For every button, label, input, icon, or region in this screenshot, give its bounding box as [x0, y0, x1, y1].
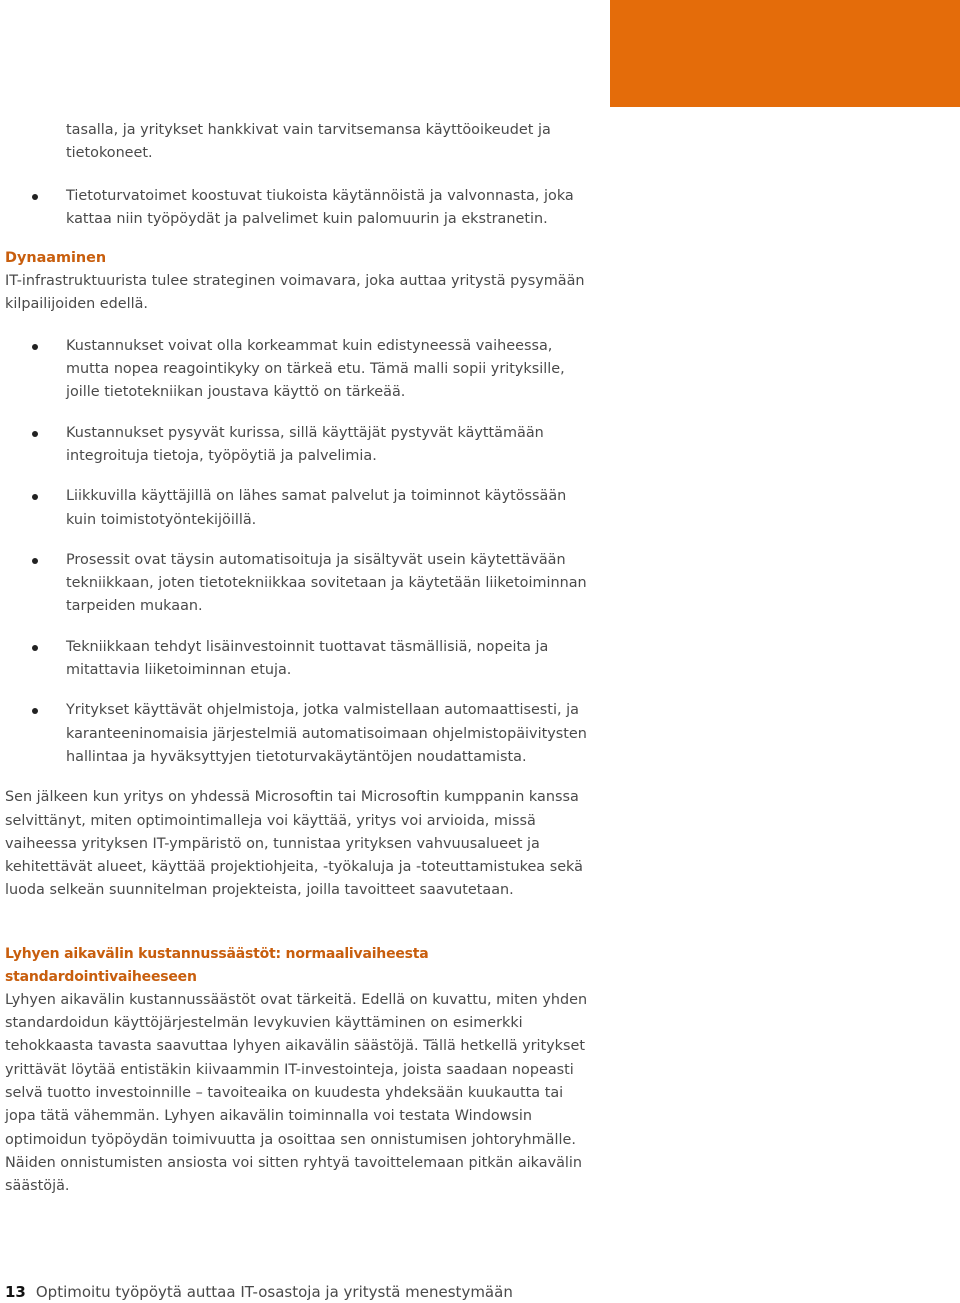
- bullet-text: Kustannukset pysyvät kurissa, sillä käyttäjät pystyvät käyttämään integroituja tietoja, työpöytiä ja palvelimia.: [66, 424, 544, 464]
- bullet-text: Tekniikkaan tehdyt lisäinvestoinnit tuottavat täsmällisiä, nopeita ja mitattavia liiketoiminnan etuja.: [66, 638, 549, 679]
- bullet-text: Liikkuvilla käyttäjillä on lähes samat palvelut ja toiminnot käytössään kuin toimistotyöntekijöillä.: [66, 488, 567, 528]
- orange-accent-bar: [610, 0, 960, 107]
- section-heading-short-term: Lyhyen aikavälin kustannussäästöt: normaalivaiheesta standardointivaiheeseen: [5, 945, 429, 985]
- bullet-icon: [32, 431, 38, 437]
- bullet-text: Kustannukset voivat olla korkeammat kuin edistyneessä vaiheessa, mutta nopea reagointikyky on tärkeä etu. Tämä malli sopii yrityksille, joille tietotekniikan joustava käyttö on tärkeää.: [66, 337, 565, 401]
- bullet-icon: [32, 194, 38, 200]
- section-intro: IT-infrastruktuurista tulee strateginen voimavara, joka auttaa yritystä pysymään kilpailijoiden edellä.: [5, 273, 585, 313]
- bullet-icon: [32, 645, 38, 651]
- bullet-item: [5, 485, 595, 532]
- bullet-item: [5, 335, 595, 405]
- continued-bullet-text: tasalla, ja yritykset hankkivat vain tarvitsemansa käyttöoikeudet ja tietokoneet.: [66, 122, 551, 162]
- section-body: Lyhyen aikavälin kustannussäästöt ovat tärkeitä. Edellä on kuvattu, miten yhden standardoidun käyttöjärjestelmän levykuvien käyttäminen on esimerkki tehokkaasta tavasta saavuttaa lyhyen aikavälin säästöjä. Tällä hetkellä yritykset yrittävät löytää entistäkin kiivaammin IT-investointeja, joista saadaan nopeasti selvä tuotto investoinnille – tavoiteaika on kuudesta yhdeksään kuukautta tai jopa tätä vähemmän. Lyhyen aikavälin toiminnalla voi testata Windowsin optimoidun työpöydän toimivuutta ja osoittaa sen onnistumisen johtoryhmälle. Näiden onnistumisten ansiosta voi sitten ryhtyä tavoittelemaan pitkän aikavälin säästöjä.: [5, 991, 588, 1195]
- page-number: 13: [5, 1283, 26, 1301]
- bullet-icon: [32, 494, 38, 500]
- page-content: [5, 119, 595, 1198]
- bullet-icon: [32, 344, 38, 350]
- bullet-item: [5, 422, 595, 469]
- bullet-icon: [32, 558, 38, 564]
- bullet-item: [5, 549, 595, 619]
- bullet-text: Yritykset käyttävät ohjelmistoja, jotka valmistellaan automaattisesti, ja karanteeninomaisia järjestelmiä automatisoimaan ohjelmistopäivitysten hallintaa ja hyväksyttyjen tietoturvakäytäntöjen noudattamista.: [66, 702, 587, 765]
- summary-paragraph: Sen jälkeen kun yritys on yhdessä Microsoftin tai Microsoftin kumppanin kanssa selvittänyt, miten optimointimalleja voi käyttää, yritys voi arvioida, missä vaiheessa yrityksen IT-ympäristö on, tunnistaa yrityksen vahvuusalueet ja kehitettävät alueet, käyttää projektiohjeita, -työkaluja ja -toteuttamistukea sekä luoda selkeän suunnitelman projekteista, joilla tavoitteet saavutetaan.: [5, 789, 583, 899]
- bullet-item: [5, 185, 595, 232]
- page-footer: [5, 1281, 513, 1303]
- bullet-icon: [32, 708, 38, 714]
- footer-title: Optimoitu työpöytä auttaa IT-osastoja ja yritystä menestymään: [35, 1283, 513, 1301]
- bullet-text: Tietoturvatoimet koostuvat tiukoista käytännöistä ja valvonnasta, joka kattaa niin työpöydät ja palvelimet kuin palomuurin ja ekstranetin.: [66, 187, 574, 227]
- bullet-item: [5, 699, 595, 769]
- bullet-text: Prosessit ovat täysin automatisoituja ja sisältyvät usein käytettävään tekniikkaan, joten tietotekniikkaa sovitetaan ja käytetään liiketoiminnan tarpeiden mukaan.: [66, 551, 587, 615]
- section-heading-dynamic: Dynaaminen: [5, 250, 107, 267]
- bullet-item: [5, 636, 595, 683]
